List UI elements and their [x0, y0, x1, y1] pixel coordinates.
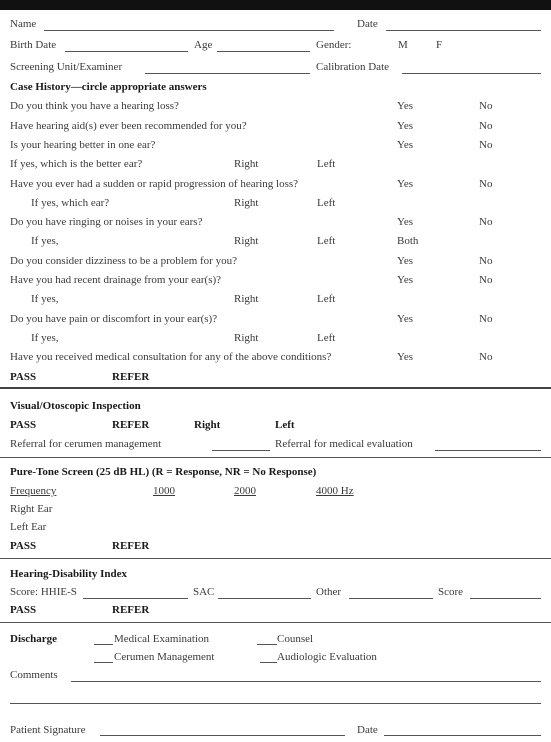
hhie-score-label: Score: HHIE-S [10, 586, 77, 598]
cerumen-referral-field[interactable] [212, 450, 270, 451]
top-bar [0, 0, 551, 10]
age-field[interactable] [217, 51, 310, 52]
cerumen-referral-label: Referral for cerumen management [10, 438, 162, 450]
right-ear-label: Right Ear [10, 503, 53, 515]
answer-right[interactable]: Right [234, 332, 259, 344]
name-field[interactable] [44, 30, 334, 31]
question-text: If yes, [31, 235, 59, 247]
answer-no[interactable]: No [479, 274, 493, 286]
hdi-pass[interactable]: PASS [10, 604, 37, 616]
medical-referral-label: Referral for medical evaluation [275, 438, 413, 450]
answer-no[interactable]: No [479, 216, 493, 228]
pure-tone-refer[interactable]: REFER [112, 540, 150, 552]
answer-no[interactable]: No [479, 255, 493, 267]
answer-yes[interactable]: Yes [397, 255, 414, 267]
comments-field-line-2[interactable] [10, 703, 541, 704]
answer-yes[interactable]: Yes [397, 313, 414, 325]
answer-left[interactable]: Left [317, 293, 336, 305]
score-field[interactable] [470, 598, 541, 599]
patient-signature-field[interactable] [100, 735, 345, 736]
pure-tone-pass[interactable]: PASS [10, 540, 37, 552]
hdi-refer[interactable]: REFER [112, 604, 150, 616]
audiologic-evaluation-checkline[interactable] [260, 662, 277, 663]
other-label: Other [316, 586, 342, 598]
answer-right[interactable]: Right [234, 293, 259, 305]
answer-left[interactable]: Left [317, 235, 336, 247]
answer-left[interactable]: Left [317, 158, 336, 170]
gender-male-option[interactable]: M [398, 39, 408, 51]
section-divider [0, 622, 551, 623]
answer-no[interactable]: No [479, 100, 493, 112]
name-label: Name [10, 18, 37, 30]
answer-right[interactable]: Right [234, 197, 259, 209]
answer-right[interactable]: Right [234, 235, 259, 247]
answer-no[interactable]: No [479, 120, 493, 132]
question-text: If yes, [31, 332, 59, 344]
hhie-score-field[interactable] [83, 598, 188, 599]
answer-no[interactable]: No [479, 139, 493, 151]
question-text: Is your hearing better in one ear? [10, 139, 156, 151]
question-text: Do you consider dizziness to be a problem for you? [10, 255, 237, 267]
answer-yes[interactable]: Yes [397, 120, 414, 132]
question-text: Have you received medical consultation for any of the above conditions? [10, 351, 332, 363]
answer-yes[interactable]: Yes [397, 351, 414, 363]
answer-both[interactable]: Both [397, 235, 419, 247]
section-divider [0, 558, 551, 559]
calibration-date-field[interactable] [402, 73, 541, 74]
frequency-2000-header: 2000 [234, 485, 256, 497]
answer-yes[interactable]: Yes [397, 139, 414, 151]
visual-pass[interactable]: PASS [10, 419, 37, 431]
question-text: If yes, [31, 293, 59, 305]
medical-examination-checkline[interactable] [94, 644, 113, 645]
cerumen-management-checkline[interactable] [94, 662, 113, 663]
other-field[interactable] [349, 598, 433, 599]
visual-left[interactable]: Left [275, 419, 295, 431]
screening-unit-label: Screening Unit/Examiner [10, 61, 123, 73]
section-divider [0, 457, 551, 458]
date-label: Date [357, 18, 378, 30]
frequency-4000-header: 4000 Hz [316, 485, 354, 497]
discharge-title: Discharge [10, 633, 58, 645]
sac-label: SAC [193, 586, 215, 598]
comments-label: Comments [10, 669, 58, 681]
question-text: If yes, which is the better ear? [10, 158, 143, 170]
patient-signature-label: Patient Signature [10, 724, 86, 736]
answer-no[interactable]: No [479, 178, 493, 190]
footer-date-field[interactable] [384, 735, 541, 736]
question-text: Do you have ringing or noises in your ears? [10, 216, 203, 228]
cerumen-management-label: Cerumen Management [114, 651, 215, 663]
answer-yes[interactable]: Yes [397, 274, 414, 286]
age-label: Age [194, 39, 213, 51]
visual-right[interactable]: Right [194, 419, 221, 431]
case-history-title: Case History—circle appropriate answers [10, 81, 207, 93]
screening-unit-field[interactable] [145, 73, 310, 74]
comments-field[interactable] [71, 681, 541, 682]
question-text: Have hearing aid(s) ever been recommended for you? [10, 120, 247, 132]
birth-date-field[interactable] [65, 51, 188, 52]
answer-no[interactable]: No [479, 351, 493, 363]
question-text: Have you had recent drainage from your ear(s)? [10, 274, 222, 286]
answer-left[interactable]: Left [317, 332, 336, 344]
frequency-1000-header: 1000 [153, 485, 175, 497]
medical-examination-label: Medical Examination [114, 633, 209, 645]
question-text: Have you ever had a sudden or rapid progression of hearing loss? [10, 178, 299, 190]
medical-referral-field[interactable] [435, 450, 541, 451]
left-ear-label: Left Ear [10, 521, 47, 533]
counsel-label: Counsel [277, 633, 314, 645]
answer-yes[interactable]: Yes [397, 178, 414, 190]
question-text: Do you have pain or discomfort in your ear(s)? [10, 313, 218, 325]
frequency-header: Frequency [10, 485, 57, 497]
case-history-refer[interactable]: REFER [112, 371, 150, 383]
gender-female-option[interactable]: F [436, 39, 443, 51]
counsel-checkline[interactable] [257, 644, 277, 645]
answer-yes[interactable]: Yes [397, 216, 414, 228]
audiologic-evaluation-label: Audiologic Evaluation [277, 651, 377, 663]
date-field[interactable] [386, 30, 541, 31]
gender-label: Gender: [316, 39, 352, 51]
answer-left[interactable]: Left [317, 197, 336, 209]
answer-no[interactable]: No [479, 313, 493, 325]
pure-tone-title: Pure-Tone Screen (25 dB HL) (R = Response, NR = No Response) [10, 466, 317, 478]
footer-date-label: Date [357, 724, 378, 736]
case-history-pass[interactable]: PASS [10, 371, 37, 383]
calibration-date-label: Calibration Date [316, 61, 390, 73]
birth-date-label: Birth Date [10, 39, 57, 51]
section-divider [0, 387, 551, 389]
answer-yes[interactable]: Yes [397, 100, 414, 112]
visual-inspection-title: Visual/Otoscopic Inspection [10, 400, 141, 412]
visual-refer[interactable]: REFER [112, 419, 150, 431]
answer-right[interactable]: Right [234, 158, 259, 170]
sac-field[interactable] [218, 598, 311, 599]
score-label: Score [438, 586, 464, 598]
question-text: Do you think you have a hearing loss? [10, 100, 179, 112]
question-text: If yes, which ear? [31, 197, 110, 209]
hdi-title: Hearing-Disability Index [10, 568, 128, 580]
